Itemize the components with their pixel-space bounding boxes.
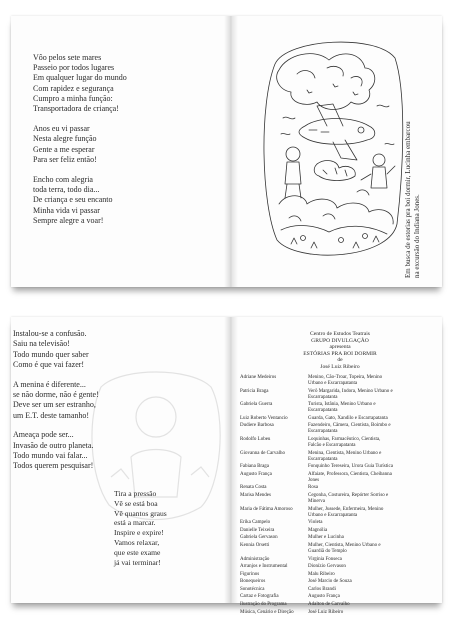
credit-row xyxy=(240,485,440,491)
credit-row xyxy=(240,375,440,387)
credit-role: Patricia Braga xyxy=(240,388,269,394)
credit-row xyxy=(240,557,440,563)
credit-role: Administração xyxy=(240,556,270,562)
coloring-illustration xyxy=(257,34,407,266)
credit-name xyxy=(308,579,440,585)
poem-line: toda terra, todo dia... xyxy=(33,185,100,195)
credit-role: Cartaz e Fotografia xyxy=(240,594,279,600)
poem-stanza xyxy=(33,175,127,226)
credit-name-line: Mulher, Cientista, Menino Urbano e xyxy=(308,542,381,548)
credit-name-line: Augusto França xyxy=(308,594,340,600)
credit-name-line: Guarda, Gato, Xandilo e Escarrapatanta xyxy=(308,415,388,421)
credits-header-line: ESTÓRIAS PRA BOI DORMIR xyxy=(303,350,377,357)
book-gutter xyxy=(224,317,238,603)
credit-name-line: Rosa xyxy=(308,485,318,491)
credit-name-line: Violeta xyxy=(308,520,323,526)
credit-name-line: Escarrapatanta xyxy=(308,429,338,435)
poem-line: Sempre alegre a voar! xyxy=(33,215,104,225)
poem-top xyxy=(33,53,127,236)
credit-row xyxy=(240,520,440,526)
poem-line: Para ser feliz então! xyxy=(33,154,97,164)
poem-line: Todo mundo quer saber xyxy=(13,349,89,359)
poem-line: Anos eu vi passar xyxy=(33,124,90,134)
poem-stanza xyxy=(33,124,127,165)
credit-name-line: Verô Margarida, Indora, Menino Urbano e xyxy=(308,388,393,394)
credit-row xyxy=(240,437,440,449)
credit-row xyxy=(240,587,440,593)
poem-stanza xyxy=(13,329,99,371)
credit-role: Figurinos xyxy=(240,571,260,577)
credit-name xyxy=(308,520,440,526)
credit-name-line: Menino, Cão-Troar, Topeira, Menino xyxy=(308,375,383,380)
credit-row xyxy=(240,416,440,422)
credit-row xyxy=(240,507,440,519)
credit-name-line: Escarrapatanta xyxy=(308,394,338,400)
poem-line: Inspire e expire! xyxy=(114,528,164,538)
credit-name xyxy=(308,485,440,491)
credit-name xyxy=(308,464,440,470)
credit-row xyxy=(240,610,440,616)
poem-line: Como é que vai fazer! xyxy=(13,360,85,370)
poem-line: Em qualquer lugar do mundo xyxy=(33,73,127,83)
poem-stanza xyxy=(33,53,127,114)
credit-name-line: Carlos Brandi xyxy=(308,586,336,592)
poem-line: Instalou-se a confusão. xyxy=(13,329,87,338)
credit-name xyxy=(308,507,440,519)
credit-name xyxy=(308,587,440,593)
poem-line: De criança e seu encanto xyxy=(33,195,113,205)
credit-name xyxy=(308,594,440,600)
page-poem-bottom xyxy=(11,317,224,603)
credit-name-line: Fonquinho Tereseira, Urora Guia Turística xyxy=(308,464,393,470)
credits-header-line: apresenta xyxy=(329,344,351,351)
credit-row xyxy=(240,451,440,463)
page-credits xyxy=(238,317,442,615)
poem-line: que este exame xyxy=(114,547,161,557)
credit-role: Gabriela Guerra xyxy=(240,402,273,408)
credit-role: Giovanna de Carvalho xyxy=(240,450,285,456)
credit-role: Gabriela Gervason xyxy=(240,535,278,541)
credit-row xyxy=(240,594,440,600)
credit-role: Danielle Teixeira xyxy=(240,527,275,533)
page-poem-top xyxy=(11,16,224,287)
credit-role: Sonotécnica xyxy=(240,586,265,592)
credit-row xyxy=(240,564,440,570)
credit-name-line: Guardiã do Templo xyxy=(308,548,347,554)
book-gutter xyxy=(224,16,238,287)
poem-line: já vai terminar! xyxy=(114,557,161,567)
credit-role: Bonequeiros xyxy=(240,579,266,585)
poem-line: Todo mundo vai falar... xyxy=(13,451,88,461)
credit-row xyxy=(240,602,440,608)
credit-name xyxy=(308,437,440,449)
credit-name xyxy=(308,389,440,401)
poem-line: Transportadora de criança! xyxy=(33,104,119,114)
poem-line: Todos querem pesquisar! xyxy=(13,461,94,471)
credit-name-line: José Marcio de Souza xyxy=(308,579,352,585)
credit-role: Arranjos e Instrumental xyxy=(240,564,288,570)
poem-line: Passeio por todos lugares xyxy=(33,63,115,73)
credit-name xyxy=(308,602,440,608)
credit-role: Marisa Mendes xyxy=(240,492,271,498)
credit-name-line: Urbano e Escarrapatanta xyxy=(308,381,358,386)
credit-role: Maria de Fátima Amoroso xyxy=(240,506,293,512)
credit-role: Kennia Orsetti xyxy=(240,542,270,548)
credit-name-line: Adalton de Carvalho xyxy=(308,602,350,608)
poem-line: está a marcar. xyxy=(114,518,156,528)
credit-name-line: Dionízio Gervason xyxy=(308,564,346,570)
credit-row xyxy=(240,472,440,484)
credit-name-line: José Luiz Ribeiro xyxy=(308,609,344,615)
top-spread xyxy=(11,16,442,287)
credit-name-line: Virginia Fonseca xyxy=(308,556,342,562)
page-illustration xyxy=(238,16,442,287)
credit-role: Erika Campelo xyxy=(240,520,271,526)
poem-line: Ameaça pode ser... xyxy=(13,430,74,440)
poem-stanza-indented xyxy=(114,489,167,567)
credits-header-line: de xyxy=(337,357,343,364)
poem-line: Vê se está boa xyxy=(114,498,158,508)
credits-header-line: Centro de Estudos Teatrais xyxy=(310,331,370,337)
credit-name-line: Cegonha, Costureira, Repórter Sorriso e xyxy=(308,492,389,498)
credit-name-line: Mulher e Lucinha xyxy=(308,535,344,541)
credit-name-line: Minerva xyxy=(308,498,325,504)
poem-line: Encho com alegria xyxy=(33,175,93,185)
poem-bottom xyxy=(13,329,99,481)
credits-header-line: José Luiz Ribeiro xyxy=(320,363,360,370)
poem-line: A menina é diferente... xyxy=(13,379,86,389)
credit-role: Augusto França xyxy=(240,471,272,477)
credit-name xyxy=(308,416,440,422)
poem-line: um E.T. deste tamanho! xyxy=(13,410,90,420)
poem-line: Minha vida vi passar xyxy=(33,205,100,215)
poem-line: Gente a me esperar xyxy=(33,144,95,154)
poem-line: Vamos relaxar, xyxy=(114,537,160,547)
credit-name-line: Escarrapatanta xyxy=(308,456,338,462)
credit-row xyxy=(240,389,440,401)
credit-row xyxy=(240,535,440,541)
credits-header xyxy=(238,331,442,371)
credit-name xyxy=(308,572,440,578)
credit-name xyxy=(308,451,440,463)
credit-name-line: Malu Ribeiro xyxy=(308,571,335,577)
credit-row xyxy=(240,579,440,585)
credit-name-line: Escarrapatanta xyxy=(308,408,338,414)
credit-name xyxy=(308,557,440,563)
credit-name-line: Jones xyxy=(308,477,320,483)
credit-role: Luiz Roberto Ventancio xyxy=(240,415,288,421)
credit-role: Renata Costa xyxy=(240,485,267,491)
credit-name xyxy=(308,375,440,387)
credits-list xyxy=(240,375,440,617)
poem-line: Vôo pelos sete mares xyxy=(33,53,102,62)
credit-row xyxy=(240,423,440,435)
credit-name xyxy=(308,610,440,616)
credit-name-line: Magnólia xyxy=(308,527,328,533)
credit-row xyxy=(240,543,440,555)
credit-name-line: Fazendeiro, Câmera, Cientista, Boimbo e xyxy=(308,423,391,429)
credit-name-line: Turista, Istânia, Menino Urbano e xyxy=(308,402,376,408)
bottom-spread xyxy=(11,317,442,615)
poem-line: Vê quantos graus xyxy=(114,508,167,518)
credit-row xyxy=(240,528,440,534)
poem-line: Tira a pressão xyxy=(114,489,157,498)
poem-line: Deve ser um ser estranho, xyxy=(13,400,96,410)
caption-line: Em busca de estorias pra boi dormir, Lucinha embarcou xyxy=(404,121,412,278)
poem-line: Cumpro a minha função: xyxy=(33,93,113,103)
credit-row xyxy=(240,402,440,414)
credit-name xyxy=(308,423,440,435)
credit-name-line: Falcão e Escarrapatanta xyxy=(308,442,356,448)
credit-name xyxy=(308,472,440,484)
credit-role: Ilustração do Programa xyxy=(240,602,287,608)
credit-row xyxy=(240,572,440,578)
illustration-caption xyxy=(402,38,442,278)
credit-name xyxy=(308,543,440,555)
credit-role: Música, Cenário e Direção xyxy=(240,609,294,615)
credits-header-line: GRUPO DIVULGAÇÃO xyxy=(311,337,369,344)
poem-line: Saiu na televisão! xyxy=(13,339,70,349)
credit-role: Dudiere Barbosa xyxy=(240,423,274,429)
credit-name xyxy=(308,528,440,534)
credit-name-line: Menina, Cientista, Menino Urbano e xyxy=(308,450,382,456)
poem-line: Nesta alegre função xyxy=(33,134,97,144)
credit-name-line: Loquinhas, Farmacêutico, Cientista, xyxy=(308,436,381,442)
credit-role: Adriane Medeiros xyxy=(240,375,277,380)
caption-line: na excursão do Indiana Jones. xyxy=(413,194,421,278)
poem-line: Com rapidez e segurança xyxy=(33,83,114,93)
poem-stanza xyxy=(13,430,99,472)
credit-name xyxy=(308,564,440,570)
credit-name-line: Mulher, Jussede, Enfermeira, Menino xyxy=(308,506,384,512)
credit-name-line: Urbano e Escarrapatanta xyxy=(308,512,358,518)
poem-line: se não dorme, não é gente! xyxy=(13,390,99,400)
poem-stanza xyxy=(13,380,99,422)
credit-name xyxy=(308,493,440,505)
poem-line: Invasão de outro planeta. xyxy=(13,440,94,450)
credit-name-line: Alfaiate, Professora, Cientista, Cheibanna xyxy=(308,471,392,477)
credit-role: Rodolfo Lobeu xyxy=(240,436,271,442)
credit-name xyxy=(308,402,440,414)
credit-row xyxy=(240,493,440,505)
credit-role: Fabiana Braga xyxy=(240,464,270,470)
credit-name xyxy=(308,535,440,541)
credit-row xyxy=(240,464,440,470)
